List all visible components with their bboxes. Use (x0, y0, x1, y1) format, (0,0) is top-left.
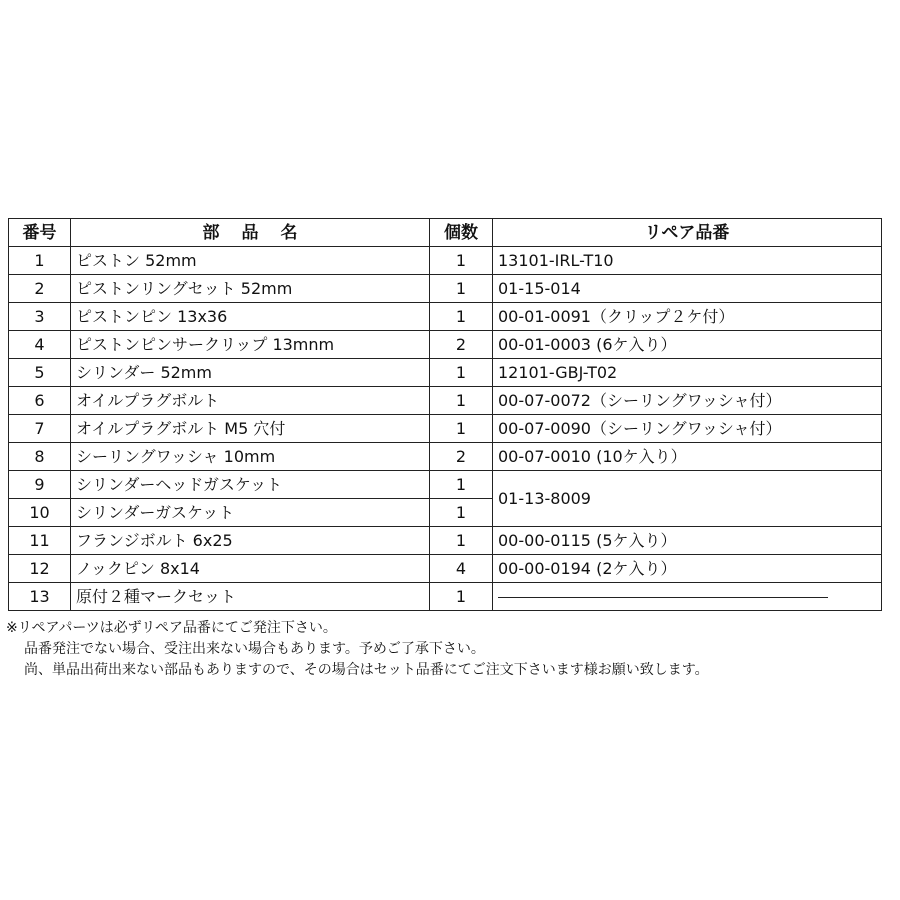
row-name: ピストンピンサークリップ 13mnm (71, 331, 430, 359)
row-name: シリンダーガスケット (71, 499, 430, 527)
row-qty: 1 (430, 387, 493, 415)
row-name: シーリングワッシャ 10mm (71, 443, 430, 471)
row-no: 12 (9, 555, 71, 583)
row-no: 5 (9, 359, 71, 387)
row-name: オイルプラグボルト M5 穴付 (71, 415, 430, 443)
row-qty: 2 (430, 331, 493, 359)
note-line-2: 品番発注でない場合、受注出来ない場合もあります。予めご了承下さい。 (24, 641, 485, 657)
row-no: 2 (9, 275, 71, 303)
row-repair: 00-00-0194 (2ケ入り） (493, 555, 882, 583)
row-repair-none (493, 583, 882, 611)
row-qty: 1 (430, 275, 493, 303)
row-name: ピストンリングセット 52mm (71, 275, 430, 303)
row-no: 10 (9, 499, 71, 527)
row-repair: 00-01-0091（クリップ２ケ付） (493, 303, 882, 331)
row-repair: 00-01-0003 (6ケ入り） (493, 331, 882, 359)
table-row (9, 555, 882, 583)
row-no: 6 (9, 387, 71, 415)
row-name: ノックピン 8x14 (71, 555, 430, 583)
row-qty: 1 (430, 415, 493, 443)
table-row (9, 247, 882, 275)
header-name: 部品名 (71, 219, 430, 247)
table-row (9, 443, 882, 471)
row-repair: 00-07-0090（シーリングワッシャ付） (493, 415, 882, 443)
row-repair: 00-00-0115 (5ケ入り） (493, 527, 882, 555)
table-row (9, 303, 882, 331)
row-repair: 12101-GBJ-T02 (493, 359, 882, 387)
row-no: 4 (9, 331, 71, 359)
row-no: 9 (9, 471, 71, 499)
row-repair: 01-15-014 (493, 275, 882, 303)
header-no: 番号 (9, 219, 71, 247)
row-qty: 1 (430, 359, 493, 387)
row-repair: 01-13-8009 (493, 471, 882, 527)
row-qty: 1 (430, 527, 493, 555)
row-name: フランジボルト 6x25 (71, 527, 430, 555)
table-row (9, 471, 882, 499)
row-repair: 00-07-0072（シーリングワッシャ付） (493, 387, 882, 415)
row-qty: 1 (430, 583, 493, 611)
row-name: オイルプラグボルト (71, 387, 430, 415)
note-line-3: 尚、単品出荷出来ない部品もありますので、その場合はセット品番にてご注文下さいます様お願い致します。 (24, 662, 709, 678)
table-row (9, 359, 882, 387)
row-repair: 00-07-0010 (10ケ入り） (493, 443, 882, 471)
row-no: 8 (9, 443, 71, 471)
row-qty: 1 (430, 247, 493, 275)
row-qty: 4 (430, 555, 493, 583)
table-row (9, 583, 882, 611)
note-line-1: ※リペアパーツは必ずリペア品番にてご発注下さい。 (6, 620, 337, 636)
table-row (9, 275, 882, 303)
row-name: シリンダーヘッドガスケット (71, 471, 430, 499)
notes (6, 618, 896, 681)
row-no: 3 (9, 303, 71, 331)
header-qty: 個数 (430, 219, 493, 247)
row-name: シリンダー 52mm (71, 359, 430, 387)
table-row (9, 387, 882, 415)
row-no: 13 (9, 583, 71, 611)
row-qty: 1 (430, 303, 493, 331)
row-name: ピストン 52mm (71, 247, 430, 275)
table-row (9, 415, 882, 443)
row-qty: 1 (430, 499, 493, 527)
row-name: 原付２種マークセット (71, 583, 430, 611)
table-row (9, 331, 882, 359)
row-qty: 2 (430, 443, 493, 471)
row-no: 7 (9, 415, 71, 443)
table-row (9, 527, 882, 555)
table-header-row (9, 219, 882, 247)
header-repair: リペア品番 (493, 219, 882, 247)
row-no: 1 (9, 247, 71, 275)
row-name: ピストンピン 13x36 (71, 303, 430, 331)
parts-table (8, 218, 882, 611)
row-qty: 1 (430, 471, 493, 499)
no-repair-line (498, 597, 828, 598)
row-no: 11 (9, 527, 71, 555)
row-repair: 13101-IRL-T10 (493, 247, 882, 275)
